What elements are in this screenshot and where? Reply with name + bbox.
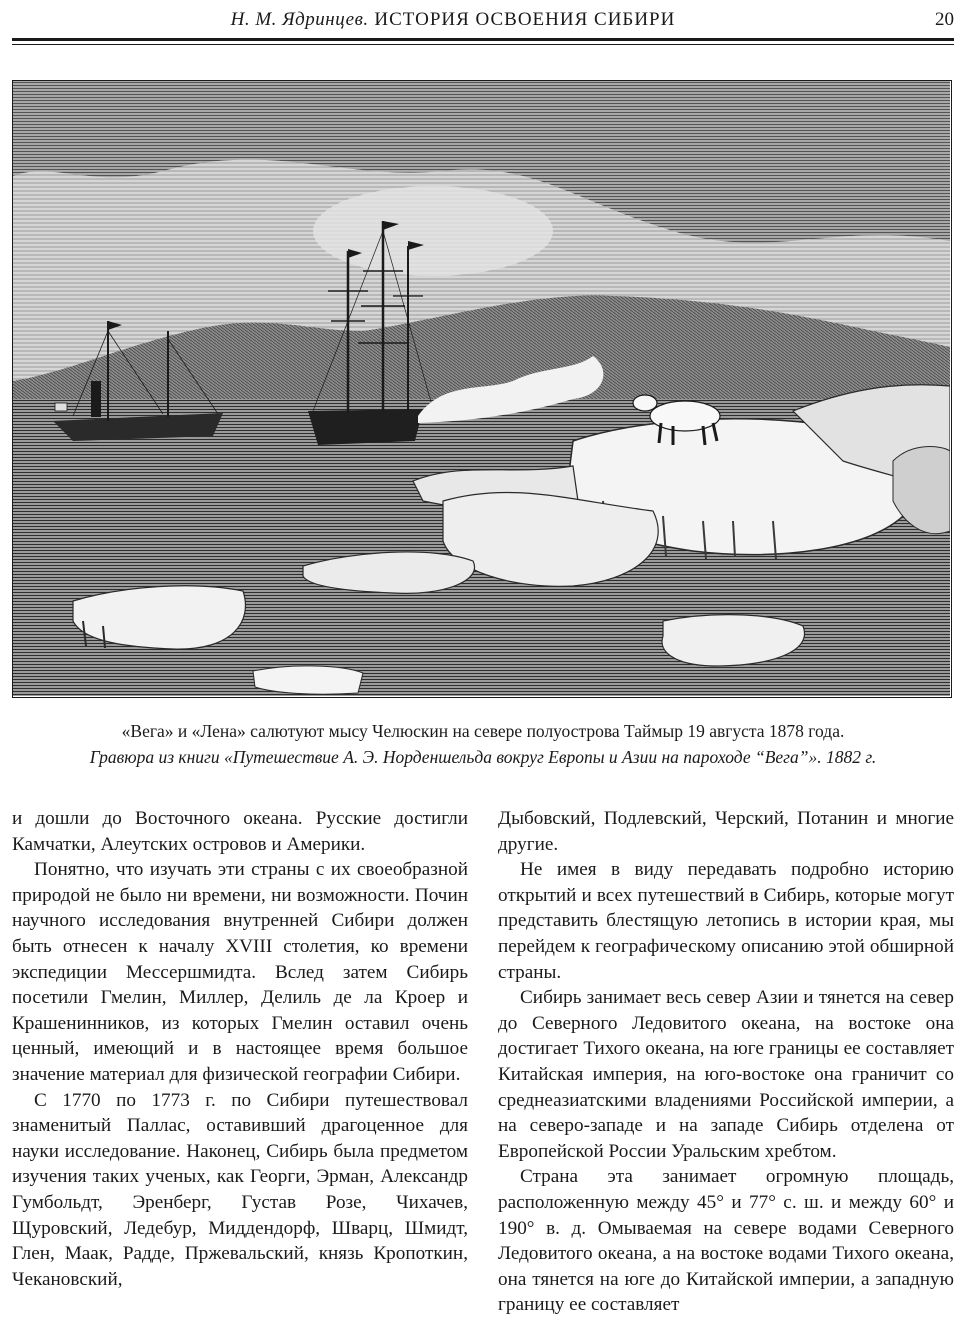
- paragraph: Сибирь занимает весь север Азии и тянется на север до Северного Ледовитого океана, на востоке она достигает Тихого океана, на юге границы ее составляет Китайская империя, на юго-востоке она граничит со среднеазиатскими владениями Российской империи, а на северо-западе и на западе Сибирь отделена от Европейской России Уральским хребтом.: [498, 987, 954, 1162]
- text-column-right: [498, 806, 954, 1318]
- engraving-illustration: [12, 80, 952, 698]
- paragraph: Дыбовский, Подлевский, Черский, Потанин и многие другие.: [498, 808, 954, 855]
- paragraph: С 1770 по 1773 г. по Сибири путешествовал знаменитый Паллас, оставивший драгоценное для науки исследование. Наконец, Сибирь была предметом изучения таких ученых, как Георги, Эрман, Александр Гумбольдт, Эренберг, Густав Розе, Чихачев, Щуровский, Ледебур, Миддендорф, Шварц, Шмидт, Глен, Маак, Радде, Пржевальский, князь Кропоткин, Чекановский,: [12, 1089, 468, 1290]
- paragraph: Понятно, что изучать эти страны с их своеобразной природой не было ни времени, ни возможности. Почин научного исследования внутренней Сибири должен быть отнесен к началу XVIII столетия, ко времени экспедиции Мессершмидта. Вслед затем Сибирь посетили Гмелин, Миллер, Делиль де ла Кроер и Крашенинников, из которых Гмелин оставил очень ценный, имеющий и в настоящее время большое значение материал для физической географии Сибири.: [12, 859, 468, 1085]
- figure-caption: «Вега» и «Лена» салютуют мысу Челюскин на севере полуострова Таймыр 19 августа 1878 года.: [121, 721, 845, 741]
- header-rule-thick: [12, 38, 954, 41]
- running-head: [12, 4, 954, 34]
- page-number: 20: [935, 9, 954, 30]
- book-title: ИСТОРИЯ ОСВОЕНИЯ СИБИРИ: [374, 9, 676, 30]
- figure-credit: Гравюра из книги «Путешествие А. Э. Норденшельда вокруг Европы и Азии на пароходе “Вега”». 1882 г.: [89, 747, 877, 767]
- paragraph: Страна эта занимает огромную площадь, расположенную между 45° и 77° с. ш. и между 60° и 190° в. д. Омываемая на севере водами Северного Ледовитого океана, а на востоке водами Тихого океана, она тянется на юге до Китайской империи, а западную границу ее составляет: [498, 1166, 954, 1316]
- author-name: Н. М. Ядринцев.: [230, 9, 369, 30]
- running-title: [12, 9, 894, 31]
- engraving-drawing: [13, 81, 950, 696]
- paragraph: и дошли до Восточного океана. Русские достигли Камчатки, Алеутских островов и Америки.: [12, 808, 468, 855]
- header-rule-thin: [12, 44, 954, 45]
- text-column-left: [12, 806, 468, 1292]
- paragraph: Не имея в виду передавать подробно историю открытий и всех путешествий в Сибирь, которые могут представить блестящую летопись в истории края, мы перейдем к географическому описанию этой обширной страны.: [498, 859, 954, 983]
